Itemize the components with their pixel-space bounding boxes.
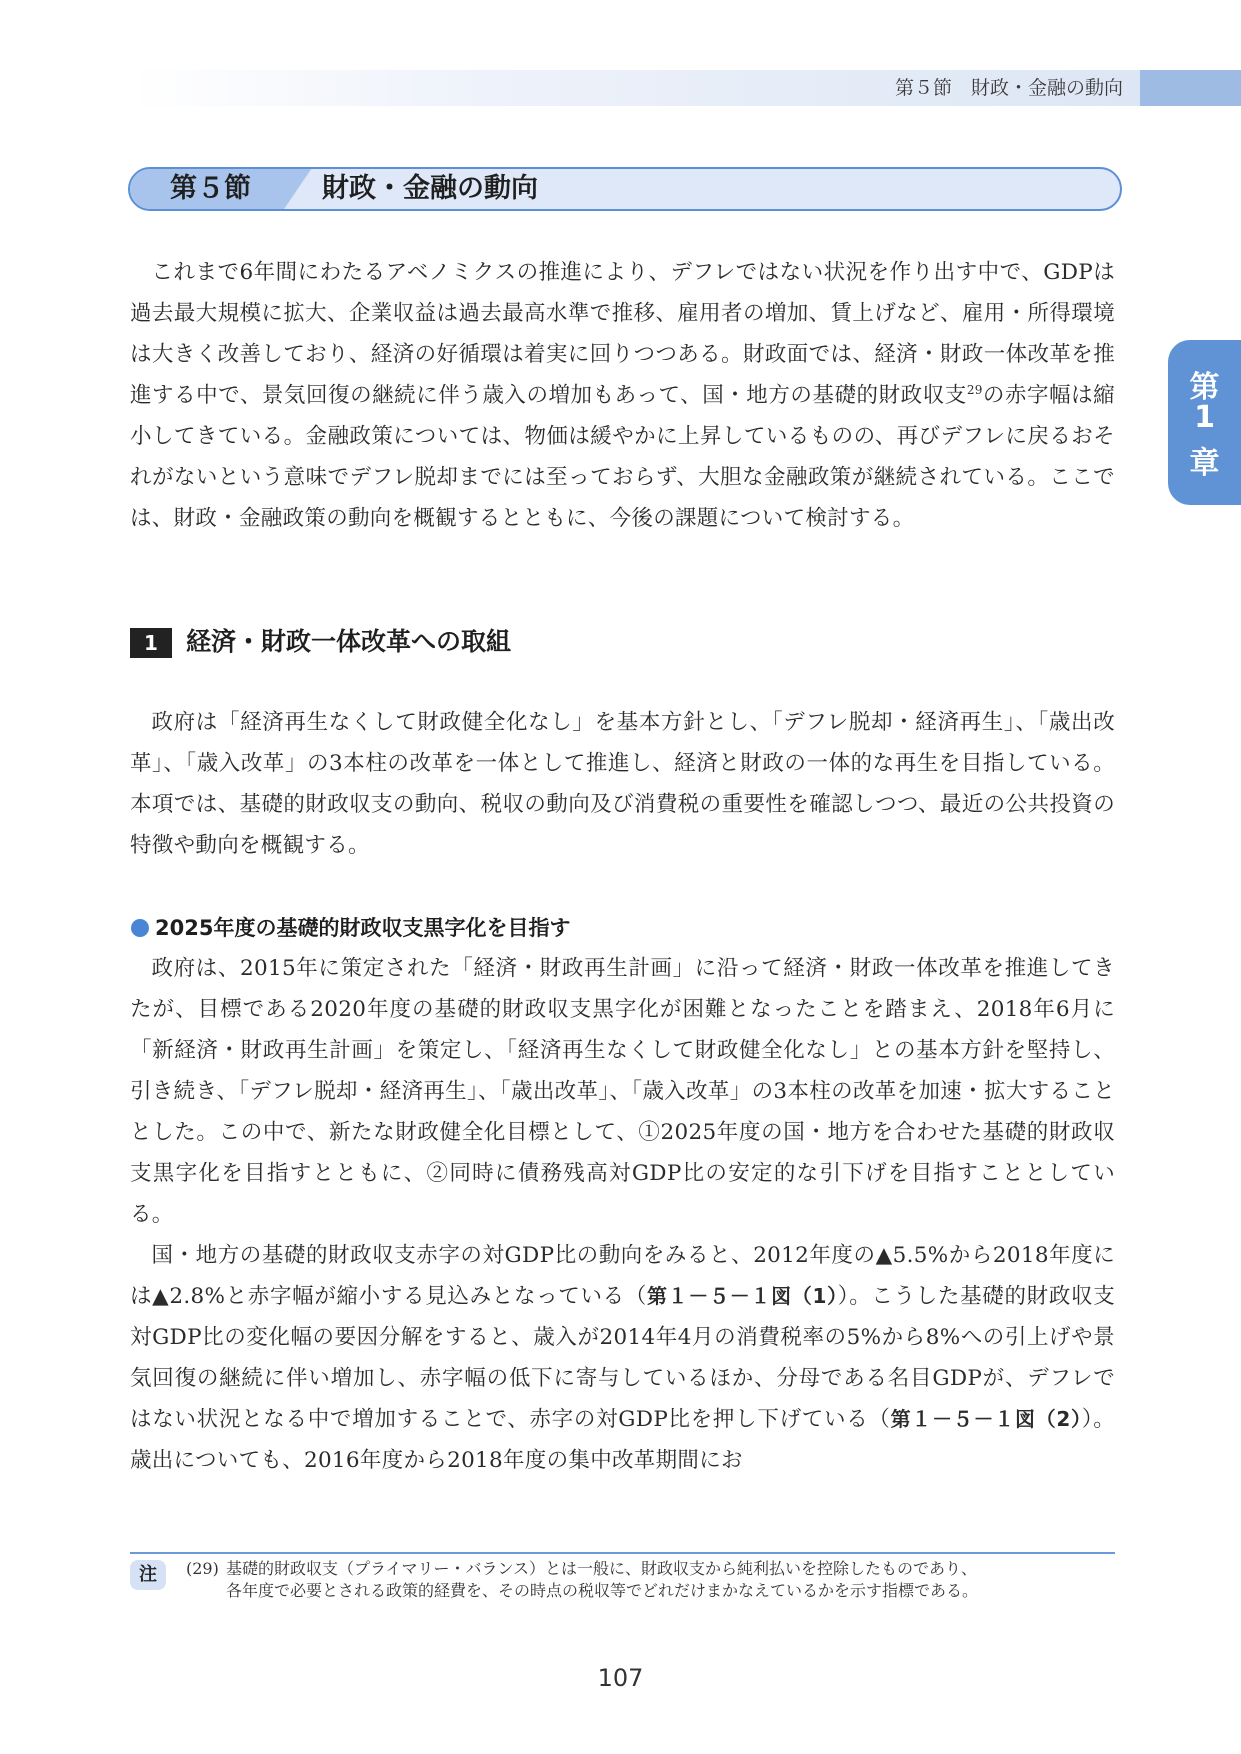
footnote-text <box>186 1558 1116 1602</box>
page-number: 107 <box>597 1664 644 1692</box>
section-bar-divider <box>280 167 314 211</box>
section-title-bar <box>128 167 1122 211</box>
running-header-text: 第５節 財政・金融の動向 <box>894 77 1123 99</box>
intro-paragraph <box>130 252 1115 539</box>
running-header-tab <box>1140 70 1241 106</box>
subsection-title: 経済・財政一体改革への取組 <box>186 627 512 656</box>
subsection-number: 1 <box>130 628 172 658</box>
bullet-paragraph-2 <box>130 1235 1115 1481</box>
subsection-paragraph: 政府は「経済再生なくして財政健全化なし」を基本方針とし、「デフレ脱却・経済再生」、「歳出改革」、「歳入改革」の3本柱の改革を一体として推進し、経済と財政の一体的な再生を目指している。本項では、基礎的財政収支の動向、税収の動向及び消費税の重要性を確認しつつ、最近の公共投資の特徴や動向を概観する。 <box>130 710 1115 858</box>
para2-text-a: 国・地方の基礎的財政収支赤字の対GDP比の動向をみると、2012年度の▲5.5%から2018年度には▲2.8%と赤字幅が縮小する見込みとなっている（ <box>130 1243 1115 1309</box>
footnote-ref-29: 29 <box>966 382 983 397</box>
chapter-tab <box>1168 340 1241 505</box>
footnote-line-1: 基礎的財政収支（プライマリー・バランス）とは一般に、財政収支から純利払いを控除したものであり、 <box>226 1559 978 1578</box>
section-title: 財政・金融の動向 <box>322 173 538 204</box>
chapter-tab-label-1: 第 <box>1189 370 1220 405</box>
bullet-dot-icon <box>131 919 149 937</box>
bullet-heading: 2025年度の基礎的財政収支黒字化を目指す <box>155 916 571 940</box>
figure-ref-1: 第１－５－１図（1） <box>647 1284 838 1308</box>
bullet-paragraph-1: 政府は、2015年に策定された「経済・財政再生計画」に沿って経済・財政一体改革を推進してきたが、目標である2020年度の基礎的財政収支黒字化が困難となったことを踏まえ、2018年6月に「新経済・財政再生計画」を策定し、「経済再生なくして財政健全化なし」との基本方針を堅持し、引き続き、「デフレ脱却・経済再生」、「歳出改革」、「歳入改革」の3本柱の改革を加速・拡大することとした。この中で、新たな財政健全化目標として、①2025年度の国・地方を合わせた基礎的財政収支黒字化を目指すとともに、②同時に債務残高対GDP比の安定的な引下げを目指すこととしている。 <box>130 956 1115 1227</box>
intro-text-rest: の赤字幅は縮小してきている。金融政策については、物価は緩やかに上昇しているものの、再びデフレに戻るおそれがないという意味でデフレ脱却までには至っておらず、大胆な金融政策が継続されている。ここでは、財政・金融政策の動向を概観するとともに、今後の課題について検討する。 <box>130 383 1115 531</box>
chapter-tab-label-2: 1 <box>1194 400 1215 435</box>
chapter-tab-label-3: 章 <box>1189 446 1220 481</box>
footnote-divider <box>130 1552 1115 1554</box>
section-number: 第５節 <box>170 173 251 204</box>
para2-text-b: ）。こうした基礎的財政収支対GDP比の変化幅の要因分解をすると、歳入が2014年4月の消費税率の5%から8%への引上げや景気回復の継続に伴い増加し、赤字幅の低下に寄与しているほか、分母である名目GDPが、デフレではない状況となる中で増加することで、赤字の対GDP比を押し下げている（ <box>130 1284 1116 1432</box>
intro-text: これまで6年間にわたるアベノミクスの推進により、デフレではない状況を作り出す中で、GDPは過去最大規模に拡大、企業収益は過去最高水準で推移、雇用者の増加、賃上げなど、雇用・所得環境は大きく改善しており、経済の好循環は着実に回りつつある。財政面では、経済・財政一体改革を推進する中で、景気回復の継続に伴う歳入の増加もあって、国・地方の基礎的財政収支 <box>130 260 1115 408</box>
figure-ref-2: 第１－５－１図（2） <box>890 1407 1082 1431</box>
footnote-line-2: 各年度で必要とされる政策的経費を、その時点の税収等でどれだけまかなえているかを示す指標である。 <box>226 1581 979 1600</box>
footnote-badge: 注 <box>130 1560 166 1590</box>
footnote-number: (29) <box>186 1559 219 1578</box>
para2-text-c: ）。歳出についても、2016年度から2018年度の集中改革期間にお <box>130 1407 1116 1473</box>
